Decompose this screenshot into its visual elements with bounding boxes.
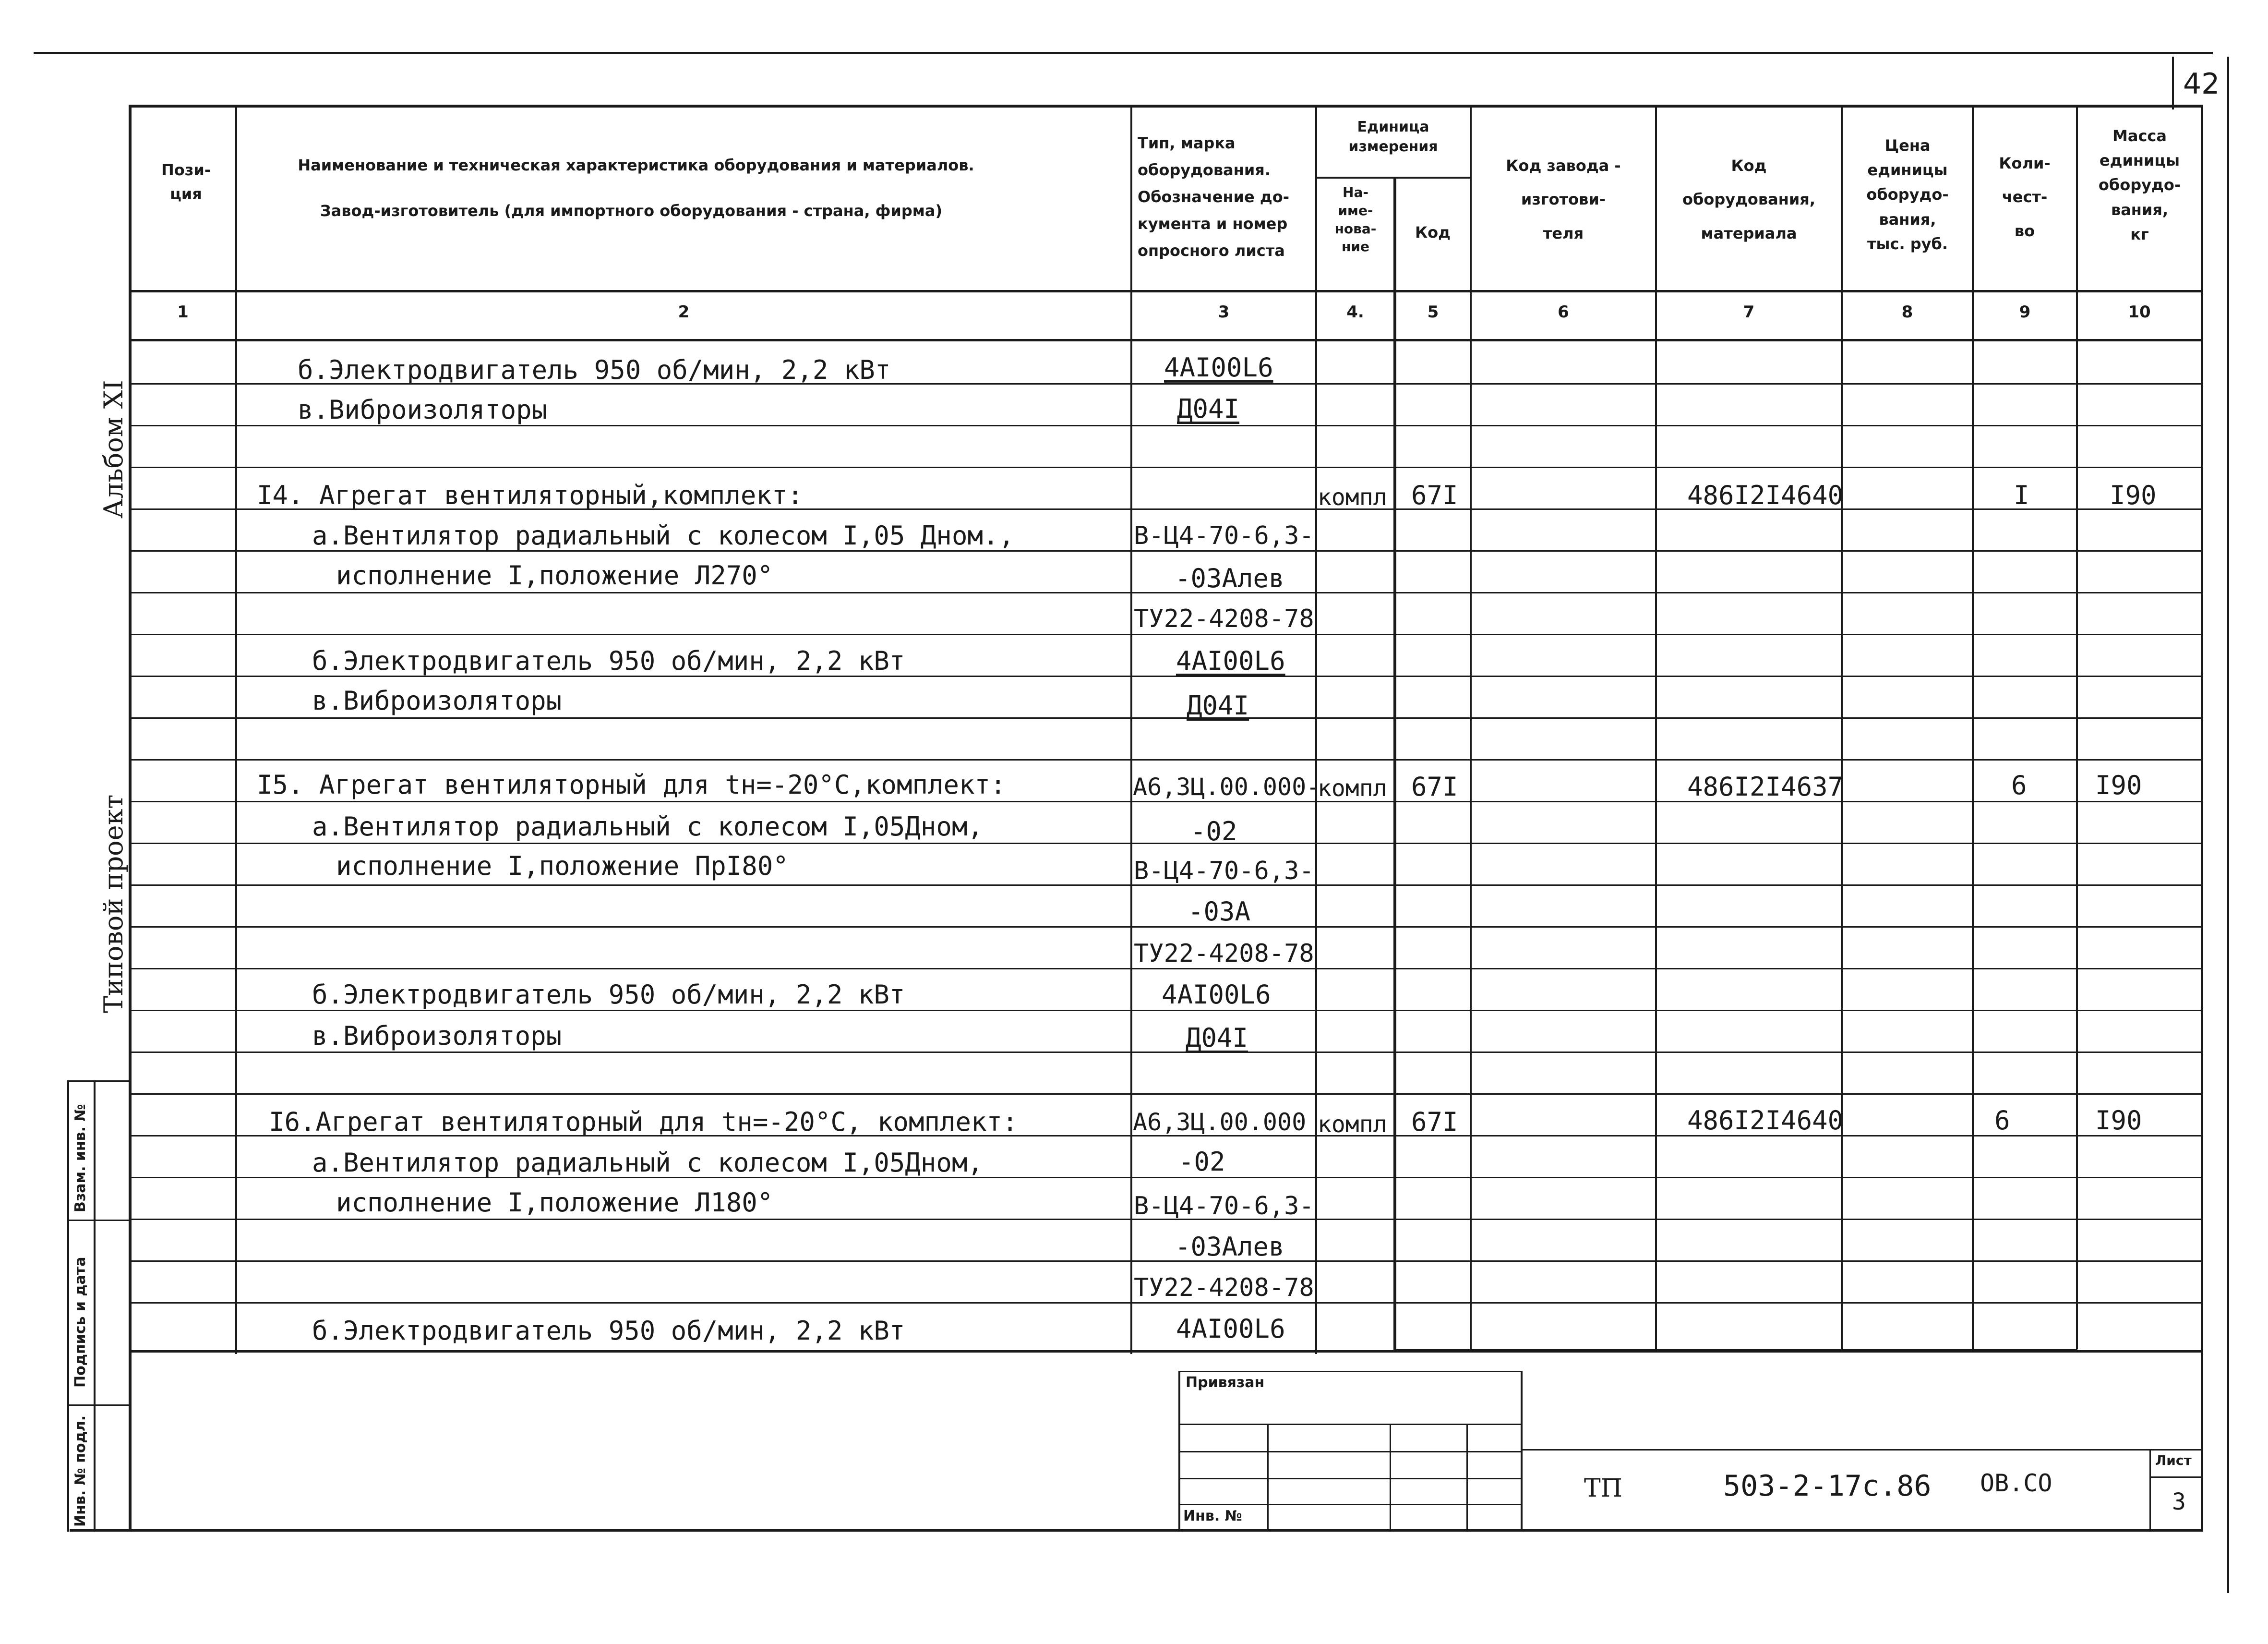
row-7-name: б.Электродвигатель 950 об/мин, 2,2 кВт — [312, 646, 905, 676]
side-label-project: Типовой проект — [98, 794, 129, 1013]
row-1-type: Д04I — [1177, 394, 1240, 424]
colnum-10: 10 — [2128, 302, 2151, 322]
row-3-mass: I90 — [2110, 480, 2157, 510]
row-18-type: А6,3Ц.00.000 — [1133, 1108, 1307, 1136]
row-23-name: б.Электродвигатель 950 об/мин, 2,2 кВт — [312, 1316, 905, 1346]
header-unit: Единица измерения — [1348, 119, 1438, 155]
top-frame-line — [34, 52, 2213, 54]
stamp-div-1 — [67, 1220, 130, 1221]
tb-list-label: Лист — [2155, 1452, 2192, 1468]
col-line-4 — [1393, 178, 1396, 1349]
row-10-equipment-code: 486I2I4637 — [1687, 772, 1844, 802]
side-label-album: Альбом XI — [98, 380, 129, 519]
frame-bottom — [70, 1529, 2203, 1532]
colnum-2: 2 — [678, 302, 690, 322]
col-line-3 — [1315, 106, 1317, 1354]
row-19-type: -02 — [1178, 1147, 1225, 1177]
header-type: Тип, марка оборудования. Обозначение до- кумента и номер опросного листа — [1138, 134, 1289, 260]
row-15-name: б.Электродвигатель 950 об/мин, 2,2 кВт — [312, 979, 905, 1010]
header-equipment-code: Код оборудования, материала — [1682, 157, 1815, 242]
tb-list-div — [2149, 1476, 2202, 1478]
header-unit-name: На- име- нова- ние — [1334, 184, 1377, 255]
frame-right — [2201, 105, 2203, 1531]
stamp-div-2 — [67, 1404, 130, 1406]
row-line — [130, 1260, 2203, 1262]
row-12-name: исполнение I,положение ПрI80° — [336, 851, 789, 881]
row-3-quantity: I — [2014, 480, 2029, 510]
row-12-type: В-Ц4-70-6,3- — [1134, 857, 1314, 885]
row-5-type: -03Алев — [1175, 563, 1284, 593]
row-1-name: в.Виброизоляторы — [298, 395, 548, 425]
header-quantity: Коли- чест- во — [1999, 154, 2051, 240]
tb-main-top — [1521, 1449, 2202, 1451]
row-4-name: а.Вентилятор радиальный с колесом I,05 Дном., — [312, 520, 1014, 551]
header-name-line1: Наименование и техническая характеристика оборудования и материалов. — [298, 156, 974, 174]
tb-vdiv-2 — [1390, 1424, 1391, 1529]
row-4-type: В-Ц4-70-6,3- — [1134, 521, 1314, 550]
colnum-4: 4. — [1346, 302, 1364, 322]
row-18-unit: компл — [1318, 1111, 1387, 1138]
row-5-name: исполнение I,положение Л270° — [336, 560, 773, 591]
unit-subheader-line — [1315, 177, 1470, 179]
row-line — [130, 467, 2203, 468]
row-3-name: I4. Агрегат вентиляторный,комплект: — [257, 480, 803, 510]
sheet-number-corner: 42 — [2183, 67, 2220, 101]
header-bottom-line — [130, 290, 2203, 292]
colnum-8: 8 — [1901, 302, 1913, 322]
colnum-bottom-line — [130, 339, 2203, 341]
row-18-unit-code: 67I — [1411, 1107, 1458, 1137]
tb-list-number: 3 — [2172, 1488, 2186, 1515]
colnum-7: 7 — [1743, 302, 1755, 322]
row-18-equipment-code: 486I2I4640 — [1687, 1105, 1844, 1136]
row-3-unit: компл — [1318, 484, 1387, 511]
stamp-col-left — [67, 1080, 69, 1532]
header-factory-code: Код завода - изготови- теля — [1506, 157, 1621, 242]
row-0-name: б.Электродвигатель 950 об/мин, 2,2 кВт — [298, 355, 891, 385]
side-label-vzam: Взам. инв. № — [72, 1104, 89, 1212]
tb-list-left — [2149, 1449, 2151, 1531]
row-21-type: -03Алев — [1175, 1232, 1284, 1262]
stamp-col-mid — [94, 1080, 96, 1532]
col-line-1 — [235, 106, 237, 1354]
row-16-type: Д04I — [1186, 1023, 1248, 1053]
row-10-unit-code: 67I — [1411, 772, 1458, 802]
row-8-type: Д04I — [1187, 690, 1249, 721]
row-3-equipment-code: 486I2I4640 — [1687, 480, 1844, 510]
colnum-9: 9 — [2019, 302, 2031, 322]
row-line — [130, 759, 2203, 761]
colnum-1: 1 — [177, 302, 189, 322]
side-label-podpis: Подпись и дата — [72, 1257, 89, 1388]
row-20-type: В-Ц4-70-6,3- — [1134, 1192, 1314, 1221]
row-3-unit-code: 67I — [1411, 480, 1458, 510]
stamp-col-top — [67, 1080, 130, 1082]
row-line — [130, 926, 2203, 928]
row-19-name: а.Вентилятор радиальный с колесом I,05Дном, — [312, 1148, 983, 1178]
row-11-type: -02 — [1190, 816, 1237, 846]
tb-outer-left — [1178, 1371, 1180, 1529]
header-mass: Масса единицы оборудо- вания, кг — [2098, 127, 2181, 243]
row-line — [130, 1093, 2203, 1095]
row-15-type: 4АI00L6 — [1162, 979, 1271, 1010]
row-10-quantity: 6 — [2011, 770, 2027, 800]
tb-top — [1178, 1371, 1522, 1372]
col-line-2 — [1130, 106, 1132, 1354]
row-11-name: а.Вентилятор радиальный с колесом I,05Дном, — [312, 811, 983, 842]
row-18-quantity: 6 — [1994, 1105, 2010, 1136]
colnum-6: 6 — [1558, 302, 1569, 322]
row-10-name: I5. Агрегат вентиляторный для tн=-20°С,комплект: — [257, 770, 1006, 800]
header-name-line2: Завод-изготовитель (для импортного оборудования - страна, фирма) — [320, 202, 943, 220]
row-8-name: в.Виброизоляторы — [312, 686, 562, 716]
row-18-mass: I90 — [2095, 1105, 2142, 1136]
page-right-edge — [2227, 57, 2229, 1593]
tb-privyazan: Привязан — [1186, 1374, 1265, 1391]
header-price: Цена единицы оборудо- вания, тыс. руб. — [1866, 136, 1949, 253]
row-14-type: ТУ22-4208-78 — [1134, 939, 1314, 968]
tb-line-2 — [1178, 1451, 1522, 1452]
tb-inv-no: Инв. № — [1183, 1508, 1242, 1524]
row-7-type: 4АI00L6 — [1176, 646, 1285, 676]
tb-line-1 — [1178, 1424, 1522, 1425]
colnum-3: 3 — [1218, 302, 1230, 322]
row-16-name: в.Виброизоляторы — [312, 1021, 562, 1051]
row-6-type: ТУ22-4208-78 — [1134, 604, 1314, 633]
header-unit-code: Код — [1415, 223, 1451, 242]
row-22-type: ТУ22-4208-78 — [1134, 1273, 1314, 1302]
row-10-unit: компл — [1318, 775, 1387, 802]
header-position: Пози- ция — [161, 161, 211, 203]
row-10-type: А6,3Ц.00.000- — [1133, 773, 1321, 801]
row-20-name: исполнение I,положение Л180° — [336, 1187, 773, 1218]
tb-section: ОВ.СО — [1980, 1469, 2052, 1497]
tb-vdiv-1 — [1267, 1424, 1269, 1529]
frame-top — [130, 105, 2203, 108]
row-0-type: 4АI00L6 — [1164, 352, 1273, 383]
row-23-type: 4АI00L6 — [1176, 1314, 1285, 1344]
tb-tp: ТП — [1584, 1474, 1623, 1503]
row-13-type: -03А — [1188, 896, 1251, 927]
tb-vdiv-3 — [1466, 1424, 1468, 1529]
tb-line-3 — [1178, 1478, 1522, 1479]
row-10-mass: I90 — [2095, 770, 2142, 800]
row-18-name: I6.Агрегат вентиляторный для tн=-20°С, комплект: — [269, 1107, 1018, 1137]
tb-line-4 — [1178, 1504, 1522, 1505]
colnum-5: 5 — [1427, 302, 1439, 322]
side-label-inv-podl: Инв. № подл. — [72, 1415, 89, 1527]
tb-doc-code: 503-2-17с.86 — [1723, 1469, 1932, 1503]
corner-box-left — [2172, 57, 2174, 109]
